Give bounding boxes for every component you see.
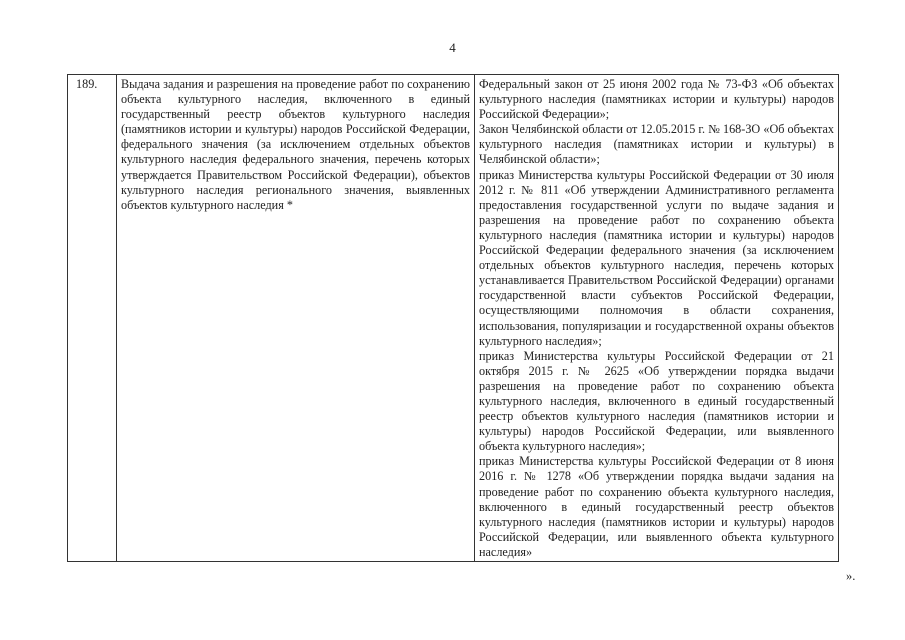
legal-act: приказ Министерства культуры Российской Федерации от 8 июня 2016 г. № 1278 «Об утверждении порядка выдачи задания на проведение работ по сохранению объекта культурного наследия, включенного в единый государственный реестр объектов культурного наследия (памятников истории и культуры) народов Российской Федерации, или выявленного объекта культурного наследия» — [479, 454, 834, 559]
table-row — [68, 75, 839, 562]
page-number: 4 — [449, 40, 456, 55]
legal-act: приказ Министерства культуры Российской Федерации от 30 июля 2012 г. № 811 «Об утверждении Административного регламента предоставления государственной услуги по выдаче задания и разрешения на проведение работ по сохранению объекта культурного наследия (памятника истории и культуры) народов Российской Федерации федерального значения (за исключением отдельных объектов культурного наследия, перечень которых устанавливается Правительством Российской Федерации) органами государственной власти субъектов Российской Федерации, осуществляющими полномочия в области сохранения, использования, популяризации и государственной охраны объектов культурного наследия»; — [479, 167, 834, 348]
row-number-cell — [68, 75, 117, 562]
services-table — [67, 74, 839, 562]
legal-act: Закон Челябинской области от 12.05.2015 г. № 168-ЗО «Об объектах культурного наследия (памятниках истории и культуры) в Челябинской области»; — [479, 122, 834, 167]
legal-act: Федеральный закон от 25 июня 2002 года № 73-ФЗ «Об объектах культурного наследия (памятниках истории и культуры) народов Российской Федерации»; — [479, 77, 834, 122]
legal-act: приказ Министерства культуры Российской Федерации от 21 октября 2015 г. № 2625 «Об утверждении порядка выдачи разрешения на проведение работ по сохранению объекта культурного наследия, включенного в единый государственный реестр объектов культурного наследия (памятников истории и культуры) народов Российской Федерации, или выявленного объекта культурного наследия»; — [479, 348, 834, 454]
row-number: 189. — [76, 77, 98, 91]
service-name-cell — [117, 75, 475, 562]
closing-quote-mark: ». — [846, 569, 856, 583]
service-name: Выдача задания и разрешения на проведение работ по сохранению объекта культурного наследия, включенного в единый государственный реестр объектов культурного наследия (памятников истории и культуры) народов Российской Федерации, федерального значения (за исключением отдельных объектов культурного наследия федерального значения, перечень которых утверждается Правительством Российской Федерации), объектов культурного наследия регионального значения, выявленных объектов культурного наследия * — [121, 77, 470, 212]
legal-acts-cell — [475, 75, 839, 562]
